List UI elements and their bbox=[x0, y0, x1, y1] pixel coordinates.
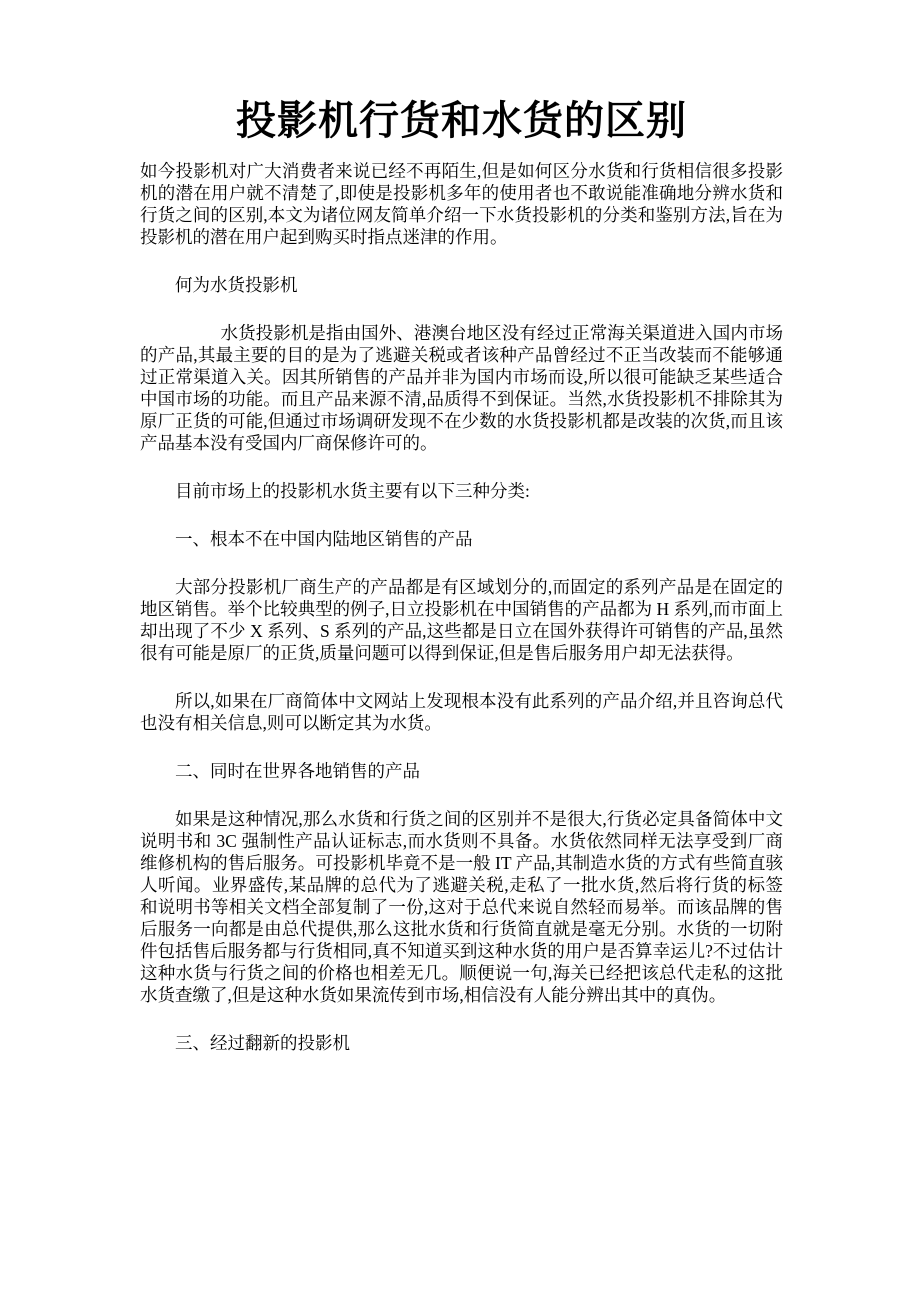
section-heading-category-1: 一、根本不在中国内陆地区销售的产品 bbox=[175, 529, 473, 549]
paragraph-category-1-conclusion: 所以,如果在厂商简体中文网站上发现根本没有此系列的产品介绍,并且咨询总代也没有相关信息,则可以断定其为水货。 bbox=[140, 691, 783, 733]
paragraph-definition: 水货投影机是指由国外、港澳台地区没有经过正常海关渠道进入国内市场的产品,其最主要的目的是为了逃避关税或者该种产品曾经过不正当改装而不能够通过正常渠道入关。因其所销售的产品并非为国内市场而设,所以很可能缺乏某些适合中国市场的功能。而且产品来源不清,品质得不到保证。当然,水货投影机不排除其为原厂正货的可能,但通过市场调研发现不在少数的水货投影机都是改装的次货,而且该产品基本没有受国内厂商保修许可的。 bbox=[140, 323, 783, 453]
paragraph-category-1-detail: 大部分投影机厂商生产的产品都是有区域划分的,而固定的系列产品是在固定的地区销售。举个比较典型的例子,日立投影机在中国销售的产品都为 H 系列,而市面上却出现了不少 X 系列、S 系列的产品,这些都是日立在国外获得许可销售的产品,虽然很有可能是原厂的正货,质量问题可以得到保证,但是售后服务用户却无法获得。 bbox=[140, 577, 783, 663]
paragraph-category-2-detail: 如果是这种情况,那么水货和行货之间的区别并不是很大,行货必定具备简体中文说明书和 3C 强制性产品认证标志,而水货则不具备。水货依然同样无法享受到厂商维修机构的售后服务。可投影机毕竟不是一般 IT 产品,其制造水货的方式有些简直骇人听闻。业界盛传,某品牌的总代为了逃避关税,走私了一批水货,然后将行货的标签和说明书等相关文档全部复制了一份,这对于总代来说自然轻而易举。而该品牌的售后服务一向都是由总代提供,那么这批水货和行货简直就是毫无分别。水货的一切附件包括售后服务都与行货相同,真不知道买到这种水货的用户是否算幸运儿?不过估计这种水货与行货之间的价格也相差无几。顺便说一句,海关已经把该总代走私的这批水货查缴了,但是这种水货如果流传到市场,相信没有人能分辨出其中的真伪。 bbox=[140, 809, 783, 1005]
section-heading-category-3: 三、经过翻新的投影机 bbox=[175, 1033, 350, 1053]
section-heading-what-is-gray-market: 何为水货投影机 bbox=[175, 275, 298, 295]
section-heading-category-2: 二、同时在世界各地销售的产品 bbox=[175, 761, 420, 781]
paragraph-categories-intro: 目前市场上的投影机水货主要有以下三种分类: bbox=[175, 481, 530, 501]
paragraph-intro: 如今投影机对广大消费者来说已经不再陌生,但是如何区分水货和行货相信很多投影机的潜在用户就不清楚了,即使是投影机多年的使用者也不敢说能准确地分辨水货和行货之间的区别,本文为诸位网友简单介绍一下水货投影机的分类和鉴别方法,旨在为投影机的潜在用户起到购买时指点迷津的作用。 bbox=[140, 161, 783, 247]
document-title: 投影机行货和水货的区别 bbox=[236, 98, 687, 143]
